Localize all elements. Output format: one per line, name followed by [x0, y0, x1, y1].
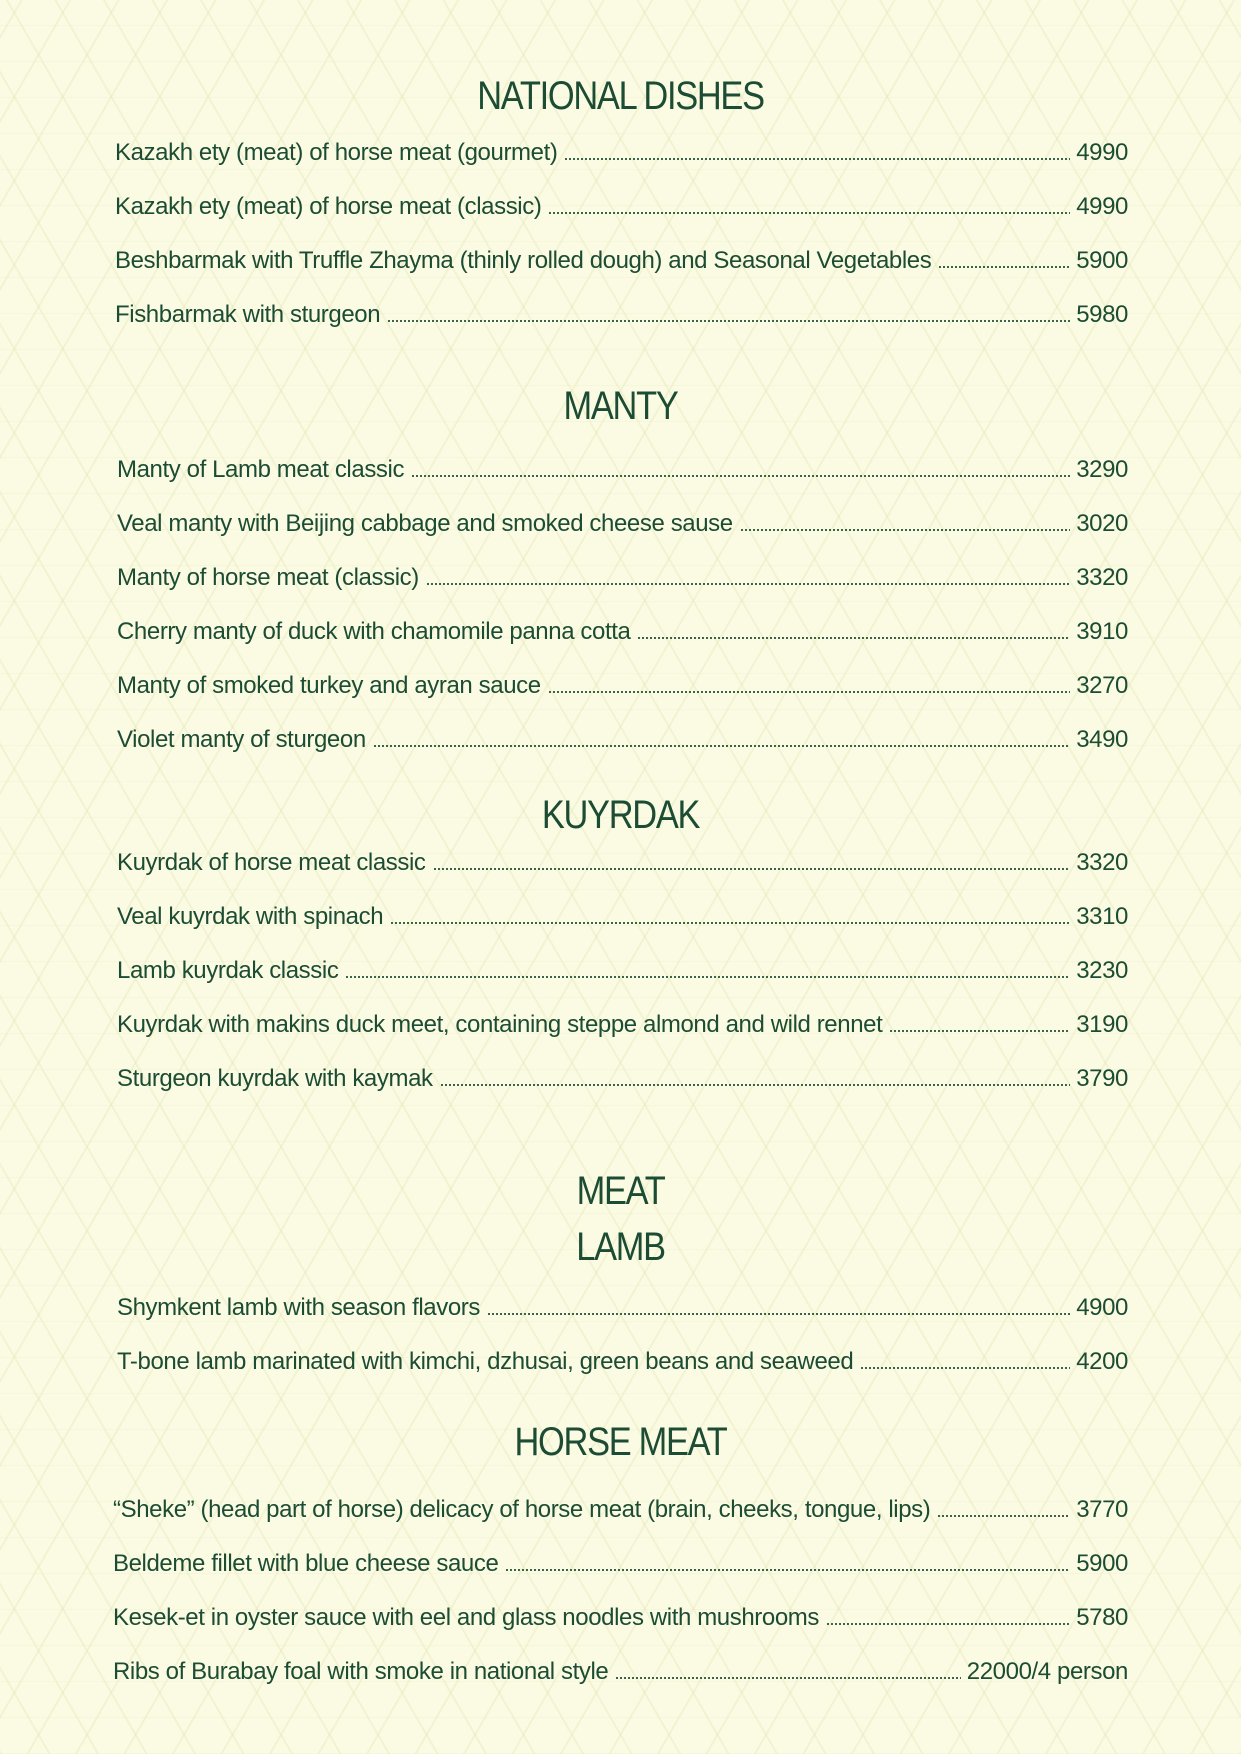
menu-item-name: Kazakh ety (meat) of horse meat (gourmet)	[115, 138, 558, 166]
menu-item-name: “Sheke” (head part of horse) delicacy of horse meat (brain, cheeks, tongue, lips)	[113, 1495, 931, 1523]
menu-item	[117, 1004, 1128, 1038]
dot-leader	[860, 1367, 1070, 1369]
menu-item-name: Cherry manty of duck with chamomile panna cotta	[117, 617, 631, 645]
menu-item-name: Sturgeon kuyrdak with kaymak	[117, 1064, 433, 1092]
menu-item	[113, 1651, 1128, 1685]
dot-leader	[390, 922, 1070, 924]
menu-item	[115, 294, 1128, 328]
menu-item-price: 3910	[1076, 617, 1128, 645]
menu-item-price: 3190	[1076, 1010, 1128, 1038]
menu-item-price: 5780	[1076, 1603, 1128, 1631]
section-title-meat: MEAT	[576, 1169, 665, 1213]
menu-item-name: Kuyrdak of horse meat classic	[117, 848, 426, 876]
section-title-kuyrdak: KUYRDAK	[541, 793, 700, 837]
menu-item	[117, 611, 1128, 645]
section-title-national-dishes: NATIONAL DISHES	[477, 74, 764, 118]
menu-item	[113, 1597, 1128, 1631]
menu-item-price: 3290	[1076, 455, 1128, 483]
menu-item	[115, 132, 1128, 166]
menu-item-name: Kesek-et in oyster sauce with eel and glass noodles with mushrooms	[113, 1603, 819, 1631]
menu-item-name: Violet manty of sturgeon	[117, 725, 366, 753]
menu-item	[117, 1341, 1128, 1375]
menu-item-price: 4990	[1076, 192, 1128, 220]
menu-item-name: Beldeme fillet with blue cheese sauce	[113, 1549, 499, 1577]
menu-item	[117, 896, 1128, 930]
dot-leader	[387, 320, 1070, 322]
menu-item-price: 3790	[1076, 1064, 1128, 1092]
menu-item-price: 5980	[1076, 300, 1128, 328]
dot-leader	[433, 868, 1071, 870]
menu-item-name: Ribs of Burabay foal with smoke in national style	[113, 1657, 609, 1685]
menu-item-price: 3310	[1076, 902, 1128, 930]
menu-item-price: 3770	[1076, 1495, 1128, 1523]
menu-item-name: Shymkent lamb with season flavors	[117, 1293, 480, 1321]
dot-leader	[637, 637, 1070, 639]
menu-item	[117, 1287, 1128, 1321]
dot-leader	[615, 1677, 960, 1679]
menu-item-name: Lamb kuyrdak classic	[117, 956, 339, 984]
menu-item-price: 3490	[1076, 725, 1128, 753]
dot-leader	[426, 583, 1070, 585]
dot-leader	[938, 266, 1070, 268]
menu-item-name: Manty of Lamb meat classic	[117, 455, 405, 483]
dot-leader	[740, 529, 1070, 531]
menu-item	[115, 186, 1128, 220]
menu-item	[117, 842, 1128, 876]
menu-item-name: Veal kuyrdak with spinach	[117, 902, 384, 930]
menu-item	[117, 719, 1128, 753]
section-subtitle-lamb: LAMB	[576, 1225, 665, 1269]
menu-item-price: 5900	[1076, 1549, 1128, 1577]
dot-leader	[440, 1084, 1071, 1086]
menu-item-name: T-bone lamb marinated with kimchi, dzhusai, green beans and seaweed	[117, 1347, 854, 1375]
section-title-manty: MANTY	[563, 384, 678, 428]
menu-item	[113, 1489, 1128, 1523]
menu-item-price: 5900	[1076, 246, 1128, 274]
menu-item	[117, 665, 1128, 699]
menu-item	[117, 1058, 1128, 1092]
menu-item-price: 3230	[1076, 956, 1128, 984]
menu-item-name: Manty of horse meat (classic)	[117, 563, 419, 591]
menu-item	[115, 240, 1128, 274]
menu-item-price: 4200	[1076, 1347, 1128, 1375]
menu-item-name: Kuyrdak with makins duck meet, containing steppe almond and wild rennet	[117, 1010, 883, 1038]
menu-item	[117, 449, 1128, 483]
dot-leader	[411, 475, 1070, 477]
section-title-horse-meat: HORSE MEAT	[514, 1420, 727, 1464]
menu-item-price: 3320	[1076, 563, 1128, 591]
menu-item-price: 22000/4 person	[966, 1657, 1128, 1685]
dot-leader	[487, 1313, 1070, 1315]
menu-item	[117, 503, 1128, 537]
menu-item	[117, 557, 1128, 591]
dot-leader	[505, 1569, 1070, 1571]
dot-leader	[826, 1623, 1070, 1625]
menu-item-price: 3270	[1076, 671, 1128, 699]
menu-item	[113, 1543, 1128, 1577]
menu-item-price: 4990	[1076, 138, 1128, 166]
menu-item-price: 4900	[1076, 1293, 1128, 1321]
dot-leader	[345, 976, 1070, 978]
dot-leader	[889, 1030, 1070, 1032]
menu-item-name: Beshbarmak with Truffle Zhayma (thinly rolled dough) and Seasonal Vegetables	[115, 246, 932, 274]
dot-leader	[937, 1515, 1070, 1517]
dot-leader	[548, 691, 1071, 693]
dot-leader	[548, 212, 1070, 214]
dot-leader	[564, 158, 1070, 160]
menu-item-price: 3320	[1076, 848, 1128, 876]
dot-leader	[373, 745, 1070, 747]
menu-item-name: Veal manty with Beijing cabbage and smoked cheese sause	[117, 509, 733, 537]
menu-item	[117, 950, 1128, 984]
menu-item-price: 3020	[1076, 509, 1128, 537]
menu-item-name: Kazakh ety (meat) of horse meat (classic)	[115, 192, 542, 220]
menu-item-name: Manty of smoked turkey and ayran sauce	[117, 671, 541, 699]
menu-item-name: Fishbarmak with sturgeon	[115, 300, 381, 328]
